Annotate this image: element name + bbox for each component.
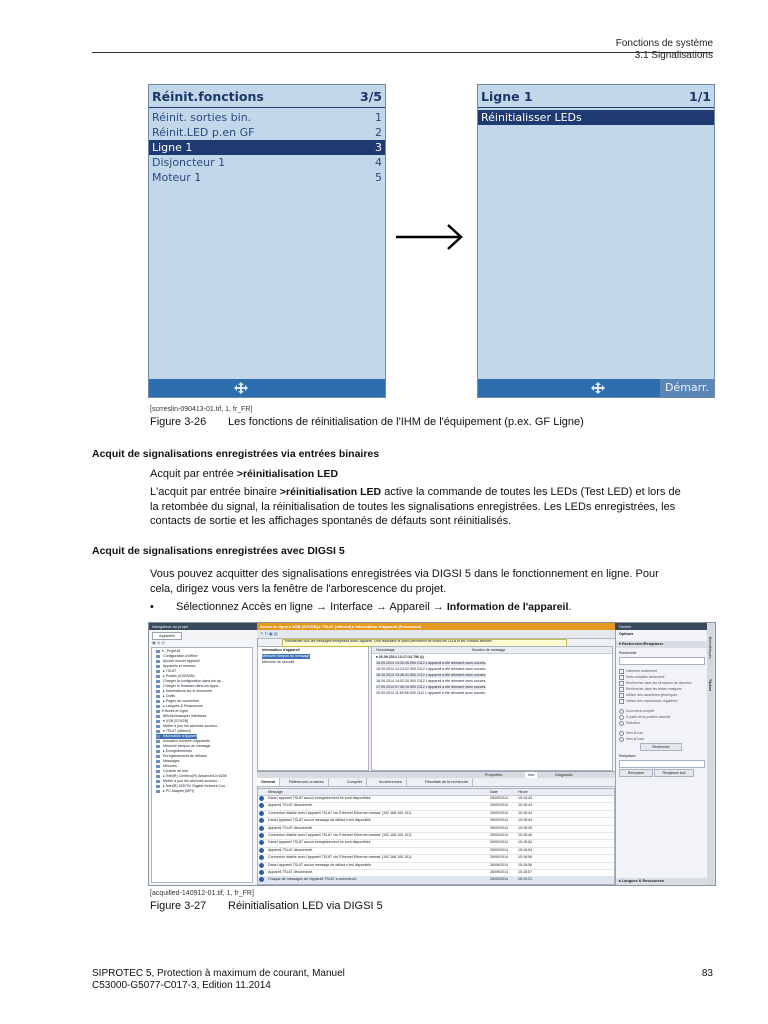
tree-item[interactable]: Afficher/masquer interfaces [156, 714, 206, 719]
info-icon [259, 818, 264, 823]
search-option[interactable]: Mots complets seulement [619, 674, 705, 680]
info-list-item[interactable]: Mémoire de sécurité [262, 660, 295, 664]
paragraph: Vous pouvez acquitter des signalisations enregistrées via DIGSI 5 dans le fonctionnement en ligne. Pour cela, dirigez vous vers la fenêtre de l'arborescence du projet. [150, 568, 659, 595]
info-icon [259, 840, 264, 845]
replace-all-button[interactable]: Remplacer tout [654, 769, 694, 777]
message-row[interactable]: Dans l'appareil 7SL87 aucun enregistrement ne sont disponibles 26/09/2014 15:18:43 [258, 795, 614, 803]
search-replace-header[interactable]: ▾ Rechercher/Remplacer [616, 641, 708, 648]
reset-tooltip: Réinitialiser tous les messages enregistrés dans l'appareil. Cela réinitialise le statut permanent de toutes les LEDs et les contacts binaires [282, 639, 567, 647]
tree-item[interactable]: Actuation d'entrée d'appareils [156, 739, 210, 744]
message-row[interactable]: Appareil 7SL87 déconnecté. 26/09/2014 15:18:57 [258, 869, 614, 877]
header-subsection: 3.1 Signalisations [634, 50, 713, 61]
info-list-item-selected[interactable]: Mémoire tampon du message [262, 654, 310, 658]
search-input[interactable] [619, 657, 705, 665]
four-way-arrow-icon[interactable] [233, 381, 249, 398]
info-icon [259, 863, 264, 868]
replace-input[interactable] [619, 760, 705, 768]
tree-item[interactable]: Mémoire tampon de message [156, 744, 211, 749]
hmi-menu-item-selected[interactable]: Ligne 1 3 [149, 140, 385, 155]
running-header [616, 38, 713, 62]
right-arrow-icon [394, 222, 466, 257]
header-rule [92, 52, 713, 53]
properties-tab[interactable]: Propriétés [485, 773, 503, 777]
search-option[interactable]: Utiliser des caractères génériques [619, 692, 705, 698]
replace-label: Remplacer: [619, 754, 637, 758]
log-group[interactable]: ▾ 26.09.2014 13:17:24.790 (t) [376, 655, 424, 659]
project-navigator [149, 630, 258, 885]
hmi-softkey-bar [149, 379, 385, 397]
message-row[interactable]: Chaque de messages de l'appareil 7SL87 a commencé. 26/09/2014 15:19:21 [258, 876, 614, 884]
info-icon [259, 877, 264, 882]
bullet-item: • Sélectionnez Accès en ligne → Interface → Appareil → Information de l'appareil. [150, 601, 572, 613]
log-row[interactable]: 18.09.2014 14:52:30.900 2112 L'appareil a été démarré avec succès. [376, 679, 487, 683]
log-row[interactable]: 18.09.2014 14:30:45.900 2112 L'appareil a été démarré avec succès. [376, 661, 487, 665]
message-row[interactable]: Appareil 7SL87 déconnecté. 26/09/2014 15:18:54 [258, 847, 614, 855]
tree-item[interactable]: ▾ 7SL87 (offered) [156, 729, 191, 734]
tree-item[interactable]: Enregistrements de défauts [156, 754, 207, 759]
info-icon [259, 833, 264, 838]
log-columns: Horodatage Numéro de message [372, 647, 613, 654]
message-row[interactable]: Dans l'appareil 7SL87 aucun message de défaut n'est disponible 26/09/2014 15:18:56 [258, 862, 614, 870]
log-row[interactable]: 18.09.2014 19:46:31.900 2112 L'appareil a été démarré avec succès. [376, 673, 487, 677]
tab-general[interactable]: Général [257, 778, 280, 786]
info-icon [259, 796, 264, 801]
header-section: Fonctions de système [615, 38, 713, 49]
log-row[interactable]: 18.09.2014 14:23:02.900 2112 L'appareil a été démarré avec succès. [376, 667, 487, 671]
section-heading: Acquit de signalisations enregistrées via entrées binaires [92, 448, 380, 460]
side-tab-tasks[interactable]: Tâches [708, 679, 712, 692]
tree-item[interactable]: Configuration d'offline [156, 654, 198, 659]
hmi-menu-item[interactable]: Réinit. sorties bin. 1 [152, 111, 382, 124]
message-row[interactable]: Connexion établie avec l'appareil 7SL87 via 'Ethernet Ethernet-mestas' (192.168.100.101). 26/09/2014 15:18:56 [258, 854, 614, 862]
figure-number: Figure 3-27 [150, 900, 207, 912]
tree-item[interactable]: Messages [156, 759, 179, 764]
toolbar-icons[interactable]: ▣ ◎ ◎ [152, 640, 165, 645]
hmi-screen-line-1 [477, 84, 715, 398]
message-row[interactable]: Connexion établie avec l'appareil 7SL87 via 'Ethernet Ethernet-mestas' (192.168.100.101). 26/09/2014 15:18:44 [258, 810, 614, 818]
figure-number: Figure 3-26 [150, 416, 207, 428]
info-icon [259, 848, 264, 853]
tree-item[interactable]: ▸ Intel(R) Centrino(R) Advanced-N 6205 [156, 774, 227, 779]
page-number: 83 [701, 968, 713, 979]
paragraph: Acquit par entrée >réinitialisation LED [150, 468, 339, 480]
bullet: • [150, 601, 154, 613]
section-heading: Acquit de signalisations enregistrées avec DIGSI 5 [92, 545, 345, 557]
project-tree [151, 647, 253, 883]
tab-inconsistencies[interactable]: Incohérences [375, 778, 407, 786]
figure-caption-text: Réinitialisation LED via DIGSI 5 [228, 900, 383, 912]
hmi-title-bar [478, 85, 714, 108]
replace-button[interactable]: Remplacer [619, 769, 653, 777]
page-footer [92, 968, 345, 992]
tree-item[interactable]: Appareils et réseaux [156, 664, 196, 669]
hmi-screen-reset-functions [148, 84, 386, 398]
search-scope-option[interactable]: À partir de la position actuelle [619, 714, 705, 720]
search-scope-option[interactable]: Sélection [619, 720, 705, 726]
project-navigator-title: Navigateur du projet [149, 623, 257, 630]
figure-caption [150, 900, 383, 912]
figure-source-tag: [acquilled-140912-01.tif, 1, fr_FR] [150, 890, 254, 897]
hmi-title: Ligne 1 [481, 89, 533, 104]
info-icon [259, 803, 264, 808]
editor-title-bar: Accès en ligne ▸ USB [S7USB] ▸ 7SL87 (offered) ▸ Information d'appareil (Processus) [257, 623, 615, 630]
search-direction-option[interactable]: Vers le haut [619, 736, 705, 742]
message-row[interactable]: Connexion établie avec l'appareil 7SL87 via 'Ethernet Ethernet-mestas' (192.168.100.101). 26/09/2014 15:18:46 [258, 832, 614, 840]
paragraph: L'acquit par entrée binaire >réinitialisation LED active la commande de toutes les LEDs (Test LED) et lors de la retombée du signal, la réinitialisation de toutes les signalisations enregistrées. Les LEDs enregistrées, les contacts de sortie et les affichages spontanés de défauts sont réinitialisés. [150, 486, 681, 527]
message-row[interactable]: Dans l'appareil 7SL87 aucun enregistrement ne sont disponibles 26/09/2014 15:18:54 [258, 839, 614, 847]
digsi-screenshot [148, 622, 716, 886]
tree-item[interactable]: ▾ Accès en ligne [156, 709, 188, 714]
devices-tab[interactable]: Appareils [152, 632, 182, 640]
tab-cross-references[interactable]: Références croisées [285, 778, 329, 786]
tree-item[interactable]: Mettre à jour les abonnés accessi... [156, 779, 220, 784]
info-icon [259, 870, 264, 875]
hmi-menu-item[interactable]: Moteur 1 5 [152, 171, 382, 184]
tree-item[interactable]: ▾ _Projet18 [156, 649, 180, 654]
search-scope-option[interactable]: Document complet [619, 708, 705, 714]
tree-item[interactable]: ▸ Outils [156, 694, 175, 699]
tree-item-selected[interactable]: Information d'appareil [156, 734, 197, 739]
message-buffer-panel [371, 646, 613, 771]
info-icon [259, 811, 264, 816]
side-tab-strip [707, 623, 715, 885]
tree-item[interactable]: ▾ USB [S7USB] [156, 719, 188, 724]
log-row[interactable]: 26.09.2014 11:59:56.900 2112 L'appareil a été démarré avec succès. [376, 691, 487, 695]
hmi-menu-item-selected[interactable]: Réinitialisser LEDs [478, 110, 714, 125]
editor-toolbar [257, 630, 615, 639]
message-row[interactable]: Appareil 7SL87 déconnecté. 26/09/2014 15:18:43 [258, 802, 614, 810]
tree-item[interactable]: ▸ Langues & Ressources [156, 704, 203, 709]
side-tab-libraries[interactable]: Bibliothèques [708, 637, 712, 659]
tab-search-results[interactable]: Résultats de la recherche [421, 778, 473, 786]
hmi-title: Réinit.fonctions [152, 89, 264, 104]
tasks-panel [615, 630, 708, 885]
tree-item[interactable]: Charger la configuration dans les ap... [156, 679, 224, 684]
hmi-title-bar [149, 85, 385, 108]
tree-item[interactable]: ▸ 7SL87 [156, 669, 176, 674]
figure-caption [150, 416, 584, 428]
message-row[interactable]: Dans l'appareil 7SL87 aucun message de défaut n'est disponible 26/09/2014 15:18:44 [258, 817, 614, 825]
toolbar-icons[interactable]: ↰ ↻ ▣ ▤ [260, 631, 278, 636]
start-softkey[interactable]: Démarr. [660, 379, 714, 397]
tree-item[interactable]: Mesures [156, 764, 177, 769]
search-option[interactable]: Rechercher dans les textes masqués [619, 686, 705, 692]
hmi-page-indicator: 1/1 [689, 89, 711, 104]
hmi-page-indicator: 3/5 [360, 89, 382, 104]
log-row[interactable]: 17.09.2014 07:45:15.900 2112 L'appareil a été démarré avec succès. [376, 685, 487, 689]
info-list-label: Information d'appareil [262, 648, 300, 652]
figure-caption-text: Les fonctions de réinitialisation de l'IHM de l'équipement (p.ex. GF Ligne) [228, 416, 584, 428]
tasks-title: Tâches [615, 623, 707, 630]
tree-item[interactable]: ▸ PC Adapter [MPI] [156, 789, 194, 794]
tree-item[interactable]: ▸ Intel(R) 82579V Gigabit Network Con... [156, 784, 228, 789]
tree-item[interactable]: ▸ Enregistrements [156, 749, 192, 754]
tab-compile[interactable]: Compiler [343, 778, 367, 786]
bottom-tabs [257, 778, 615, 787]
tree-item[interactable]: Console de test [156, 769, 188, 774]
diagnostic-tab[interactable]: Diagnostic [555, 773, 573, 777]
languages-resources-panel[interactable]: ▸ Langues & Ressources [616, 878, 708, 885]
footer-edition: C53000-G5077-C017-3, Edition 11.2014 [92, 980, 271, 991]
hmi-softkey-bar [478, 379, 714, 397]
info-icon [259, 855, 264, 860]
options-label: Options [619, 632, 634, 636]
hmi-menu-item[interactable]: Disjoncteur 1 4 [152, 156, 382, 169]
search-direction-option[interactable]: Vers le bas [619, 730, 705, 736]
info-tab[interactable]: Info [525, 772, 537, 778]
tree-item[interactable]: Charger le firmware dans les appa... [156, 684, 221, 689]
search-option[interactable]: Rechercher dans les structures de données [619, 680, 705, 686]
message-row[interactable]: Appareil 7SL87 déconnecté. 26/09/2014 15:18:45 [258, 825, 614, 833]
figure-source-tag: [scrreslin-090413-01.tif, 1, fr_FR] [150, 406, 253, 413]
tree-item[interactable]: ▸ Pages de couverture [156, 699, 199, 704]
tree-item[interactable]: Mettre à jour les abonnés accessi... [156, 724, 220, 729]
search-option[interactable]: Intervenir seulement [619, 668, 705, 674]
messages-list [257, 788, 615, 885]
footer-manual-title: SIPROTEC 5, Protection à maximum de courant, Manuel [92, 968, 345, 979]
left-right-arrow-icon[interactable] [590, 381, 606, 398]
search-button[interactable]: Rechercher [640, 743, 682, 751]
hmi-menu-item[interactable]: Réinit.LED p.en GF 2 [152, 126, 382, 139]
search-label: Rechercher: [619, 651, 638, 655]
tree-item[interactable]: ▸ Postes (019/SAN) [156, 674, 195, 679]
info-icon [259, 826, 264, 831]
search-option[interactable]: Utiliser des expressions régulières [619, 698, 705, 704]
device-info-list [257, 646, 369, 771]
tree-item[interactable]: Ajouter nouvel appareil [156, 659, 200, 664]
messages-header: Message Date Heure [258, 789, 615, 796]
tree-item[interactable]: ▸ Informations sur le document [156, 689, 212, 694]
